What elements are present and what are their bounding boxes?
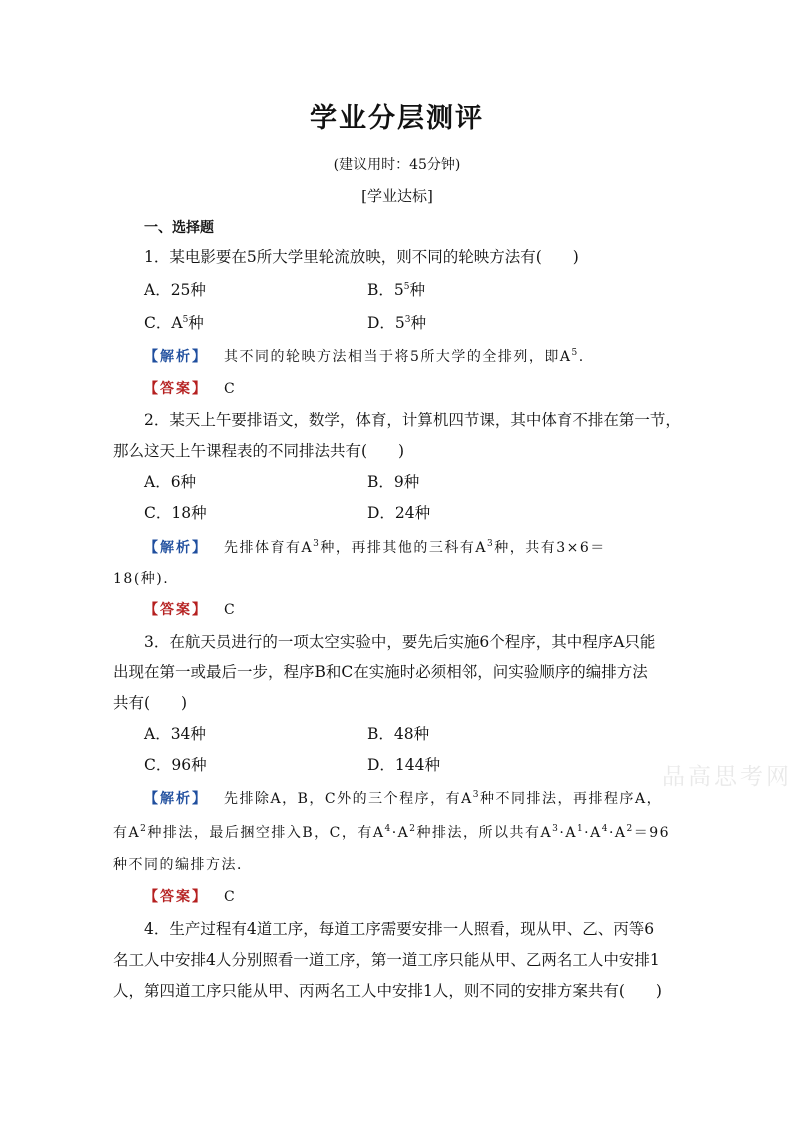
part-heading: 一、选择题 <box>144 220 214 236</box>
explanation-tag: 【解析】 <box>144 540 208 556</box>
answer-tag: 【答案】 <box>144 889 208 905</box>
q2-explanation-line1: 【解析】 先排体育有$A^3$种，再排其他的三科有$A^3$种，共有3×6＝ <box>144 539 606 556</box>
q4-stem-line3: 人，第四道工序只能从甲、丙两名工人中安排1人，则不同的安排方案共有( ) <box>113 982 662 1000</box>
q2-answer: 【答案】 C <box>144 602 237 618</box>
q1-option-c: C．$A^5$种 <box>144 314 204 332</box>
watermark: 品高思考网 <box>662 764 792 790</box>
q1-stem: 1．某电影要在5所大学里轮流放映，则不同的轮映方法有( ) <box>144 248 579 266</box>
q1-option-d: D．$5^3$种 <box>367 314 427 332</box>
q3-explanation-line1: 【解析】 先排除A，B，C外的三个程序，有$A^3$种不同排法，再排程序A， <box>144 790 663 807</box>
q3-option-b: B．48种 <box>367 725 430 743</box>
q3-answer: 【答案】 C <box>144 889 237 905</box>
q3-option-c: C．96种 <box>144 756 207 774</box>
page-title: 学业分层测评 <box>310 103 484 134</box>
explanation-tag: 【解析】 <box>144 349 208 365</box>
q1-explanation: 【解析】 其不同的轮映方法相当于将5所大学的全排列，即$A^5$. <box>144 348 585 365</box>
q1-option-b: B．$5^5$种 <box>367 281 426 299</box>
explanation-tag: 【解析】 <box>144 791 208 807</box>
q1-answer: 【答案】 C <box>144 381 237 397</box>
q4-stem-line1: 4．生产过程有4道工序，每道工序需要安排一人照看，现从甲、乙、丙等6 <box>144 920 655 938</box>
q2-stem-line2: 那么这天上午课程表的不同排法共有( ) <box>113 442 405 460</box>
time-note: (建议用时：45分钟) <box>333 157 461 173</box>
section-label: [学业达标] <box>361 187 433 205</box>
q3-explanation-line3: 种不同的编排方法． <box>113 857 253 873</box>
q3-stem-line2: 出现在第一或最后一步，程序B和C在实施时必须相邻，问实验顺序的编排方法 <box>113 663 648 681</box>
q2-stem-line1: 2．某天上午要排语文，数学，体育，计算机四节课，其中体育不排在第一节， <box>144 411 681 429</box>
q3-option-d: D．144种 <box>367 756 441 774</box>
q3-stem-line1: 3．在航天员进行的一项太空实验中，要先后实施6个程序，其中程序A只能 <box>144 633 656 651</box>
q2-option-d: D．24种 <box>367 504 431 522</box>
q3-option-a: A．34种 <box>144 725 206 743</box>
q3-explanation-line2: 有$A^2$种排法，最后捆空排入B，C，有$A^4\cdot A^2$种排法，所以共有$A^3\cdot A^1\cdot A^4\cdot A^2=96$ <box>113 824 671 841</box>
q2-option-a: A．6种 <box>144 473 197 491</box>
q1-option-a: A．25种 <box>144 281 206 299</box>
q4-stem-line2: 名工人中安排4人分别照看一道工序，第一道工序只能从甲、乙两名工人中安排1 <box>113 951 660 969</box>
answer-tag: 【答案】 <box>144 381 208 397</box>
q2-option-c: C．18种 <box>144 504 207 522</box>
q2-explanation-line2: 18(种). <box>113 571 170 587</box>
q2-option-b: B．9种 <box>367 473 420 491</box>
answer-tag: 【答案】 <box>144 602 208 618</box>
q3-stem-line3: 共有( ) <box>113 694 188 712</box>
